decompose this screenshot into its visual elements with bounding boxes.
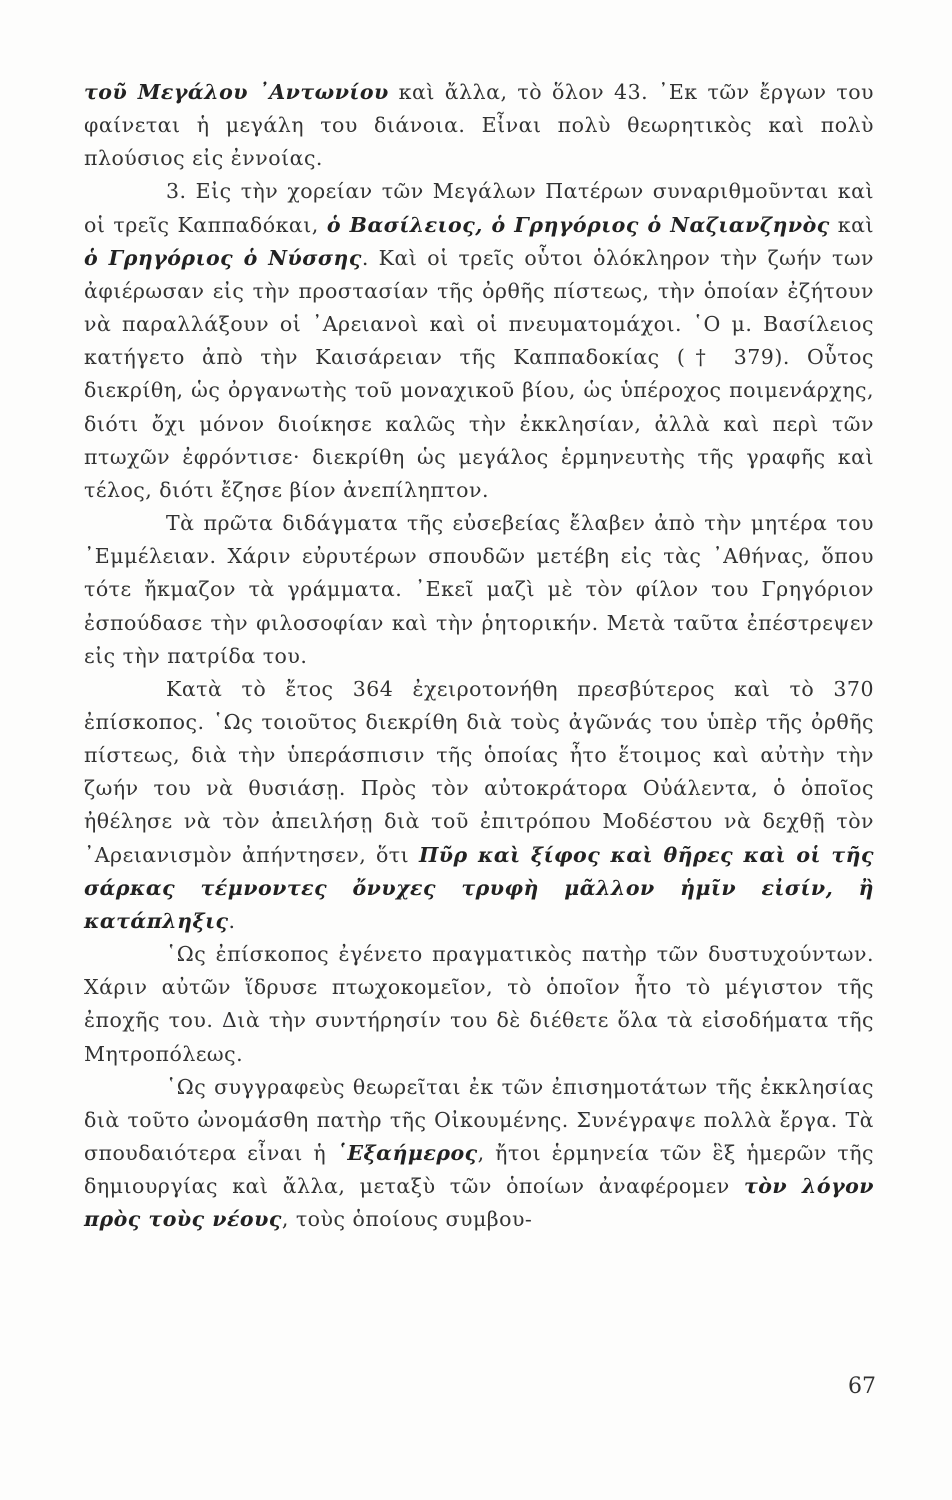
text-run: καὶ (829, 212, 874, 237)
text-run: καὶ ἄλλα, τὸ ὅλον 43. ᾿Εκ τῶν ἔργων του φαίνεται ἡ μεγάλη του διάνοια. Εἶναι πολὺ θεωρητικὸς καὶ πολὺ πλούσιος εἰς ἐννοίας. (84, 80, 874, 171)
text-bold: ῾Εξαήμερος (336, 1141, 478, 1165)
paragraph-6 (84, 1071, 874, 1237)
text-run: 3. Εἰς τὴν χορείαν τῶν Μεγάλων Πατέρων συναριθμοῦνται καὶ οἱ τρεῖς Καππαδόκαι, (84, 179, 874, 237)
paragraph-2 (84, 175, 874, 507)
text-run: ῾Ως συγγραφεὺς θεωρεῖται ἐκ τῶν ἐπισημοτάτων τῆς ἐκκλησίας διὰ τοῦτο ὠνομάσθη πατὴρ τῆς Οἰκουμένης. Συνέγραψε πολλὰ ἔργα. Τὰ σπουδαιότερα εἶναι ἡ (84, 1074, 874, 1165)
paragraph-1 (84, 76, 874, 175)
text-run: ῾Ως ἐπίσκοπος ἐγένετο πραγματικὸς πατὴρ τῶν δυστυχούντων. Χάριν αὐτῶν ἵδρυσε πτωχοκομεῖον, τὸ ὁποῖον ἦτο τὸ μέγιστον τῆς ἐποχῆς του. Διὰ τὴν συντήρησίν του δὲ διέθετε ὅλα τὰ εἰσοδήματα τῆς Μητροπόλεως. (84, 942, 874, 1066)
text-run: , τοὺς ὁποίους συμβου- (281, 1207, 533, 1232)
text-run: Κατὰ τὸ ἔτος 364 ἐχειροτονήθη πρεσβύτερος καὶ τὸ 370 ἐπίσκοπος. ῾Ως τοιοῦτος διεκρίθη διὰ τοὺς ἀγῶνάς του ὑπὲρ τῆς ὀρθῆς πίστεως, διὰ τὴν ὑπεράσπισιν τῆς ὁποίας ἦτο ἕτοιμος καὶ αὐτὴν τὴν ζωήν του νὰ θυσιάσῃ. Πρὸς τὸν αὐτοκράτορα Οὐάλεντα, ὁ ὁποῖος ἠθέλησε νὰ τὸν ἀπειλήσῃ διὰ τοῦ ἐπιτρόπου Μοδέστου νὰ δεχθῇ τὸν ᾿Αρειανισμὸν ἀπήντησεν, ὅτι (84, 676, 874, 867)
text-bold: Πῦρ καὶ ξίφος καὶ θῆρες καὶ οἱ τῆς σάρκας τέμνοντες ὄνυχες τρυφὴ μᾶλλον ἡμῖν εἰσίν, ἢ κατάπληξις (84, 842, 875, 933)
paragraph-4 (84, 673, 874, 938)
page-number: 67 (848, 1374, 876, 1399)
body-text (84, 76, 874, 1236)
paragraph-5 (84, 938, 874, 1071)
text-bold: τοῦ Μεγάλου ᾿Αντωνίου (84, 80, 389, 104)
text-run: . (228, 908, 236, 933)
text-run: Τὰ πρῶτα διδάγματα τῆς εὐσεβείας ἔλαβεν ἀπὸ τὴν μητέρα του ᾿Εμμέλειαν. Χάριν εὐρυτέρων σπουδῶν μετέβη εἰς τὰς ᾿Αθήνας, ὅπου τότε ἤκμαζον τὰ γράμματα. ᾿Εκεῖ μαζὶ μὲ τὸν φίλον του Γρηγόριον ἐσπούδασε τὴν φιλοσοφίαν καὶ τὴν ῥητορικήν. Μετὰ ταῦτα ἐπέστρεψεν εἰς τὴν πατρίδα του. (84, 511, 874, 668)
text-bold: ὁ Γρηγόριος ὁ Νύσσης (84, 245, 362, 270)
paragraph-3 (84, 507, 874, 673)
text-bold: ὁ Βασίλειος, ὁ Γρηγόριος ὁ Ναζιανζηνὸς (326, 212, 830, 237)
text-run: . Καὶ οἱ τρεῖς οὗτοι ὁλόκληρον τὴν ζωήν των ἀφιέρωσαν εἰς τὴν προστασίαν τῆς ὀρθῆς πίστεως, τὴν ὁποίαν ἐζήτουν νὰ παραλλάξουν οἱ ᾿Αρειανοὶ καὶ οἱ πνευματομάχοι. ῾Ο μ. Βασίλειος κατήγετο ἀπὸ τὴν Καισάρειαν τῆς Καππαδοκίας († 379). Οὗτος διεκρίθη, ὡς ὀργανωτὴς τοῦ μοναχικοῦ βίου, ὡς ὑπέροχος ποιμενάρχης, διότι ὄχι μόνον διοίκησε καλῶς τὴν ἐκκλησίαν, ἀλλὰ καὶ περὶ τῶν πτωχῶν ἐφρόντισε· διεκρίθη ὡς μεγάλος ἑρμηνευτὴς τῆς γραφῆς καὶ τέλος, διότι ἔζησε βίον ἀνεπίληπτον. (84, 245, 875, 502)
text-run: , ἤτοι ἑρμηνεία τῶν ἓξ ἡμερῶν τῆς δημιουργίας καὶ ἄλλα, μεταξὺ τῶν ὁποίων ἀναφέρομεν (84, 1141, 874, 1199)
text-bold: τὸν λόγον πρὸς τοὺς νέους (84, 1174, 874, 1232)
